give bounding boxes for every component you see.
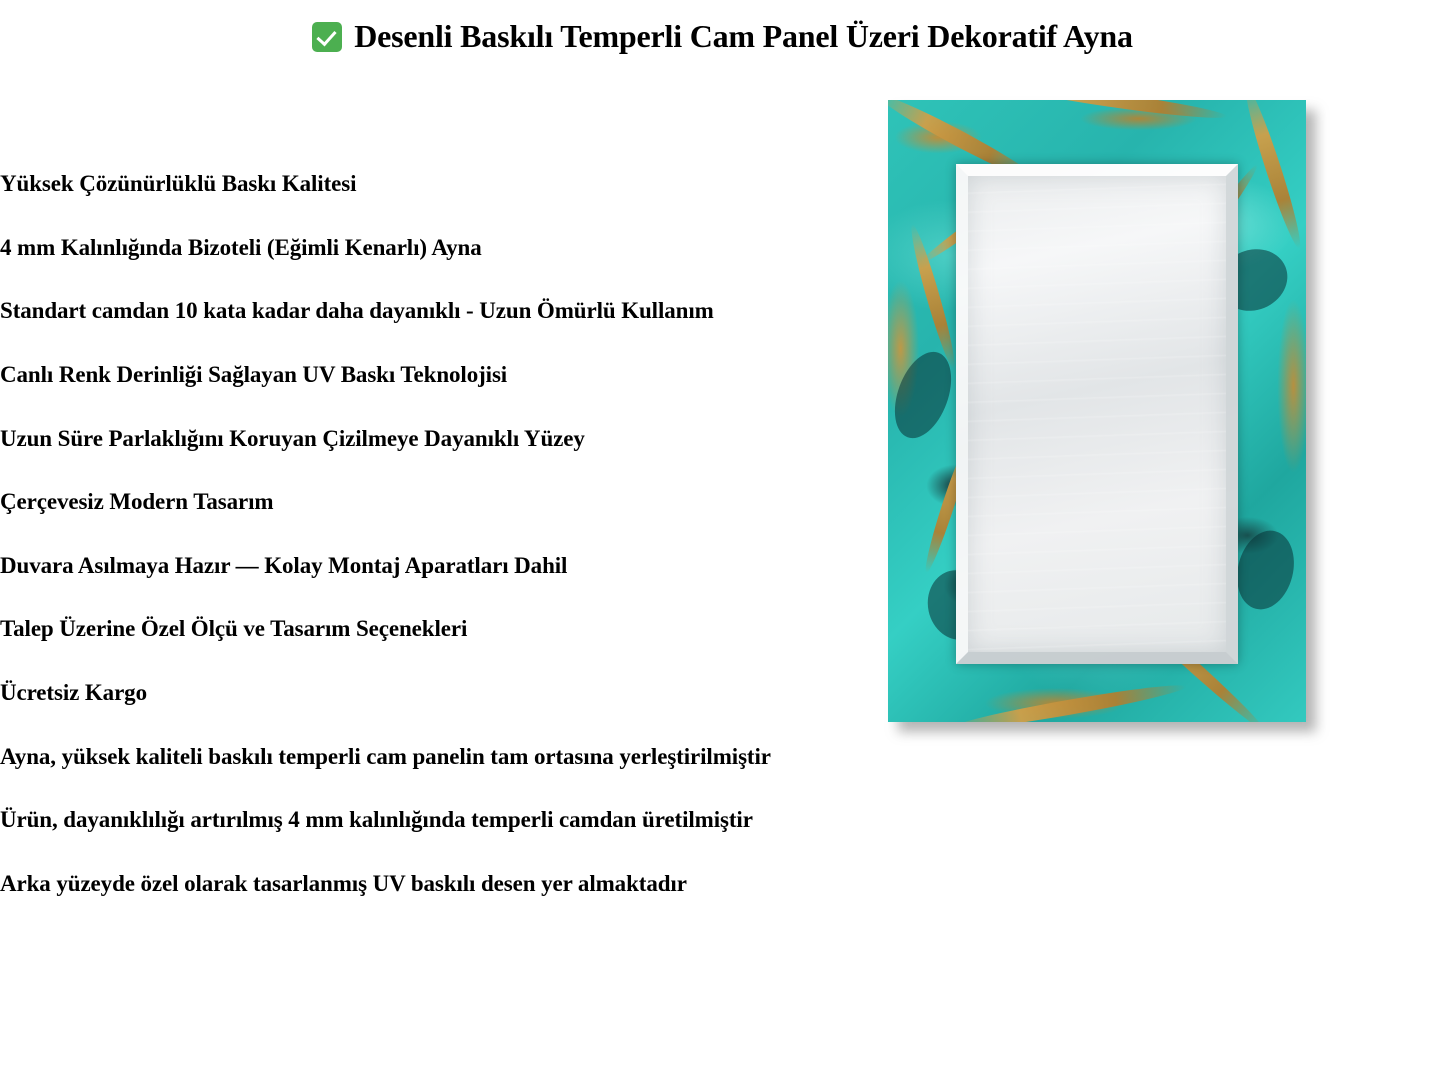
list-item: Ücretsiz Kargo <box>0 680 147 706</box>
mirror-bevel-edge <box>956 164 1238 664</box>
gold-vein <box>949 679 1188 722</box>
list-item: Çerçevesiz Modern Tasarım <box>0 489 274 515</box>
product-image <box>888 100 1306 722</box>
page-title <box>0 18 1445 55</box>
green-check-icon <box>312 22 342 52</box>
list-item: Standart camdan 10 kata kadar daha dayanıklı - Uzun Ömürlü Kullanım <box>0 298 714 324</box>
page-title-text: Desenli Baskılı Temperli Cam Panel Üzeri Dekoratif Ayna <box>354 18 1133 54</box>
list-item: Canlı Renk Derinliği Sağlayan UV Baskı Teknolojisi <box>0 361 508 387</box>
list-item: Talep Üzerine Özel Ölçü ve Tasarım Seçenekleri <box>0 616 468 642</box>
beveled-mirror <box>956 164 1238 664</box>
list-item: Duvara Asılmaya Hazır — Kolay Montaj Aparatları Dahil <box>0 552 568 578</box>
stone-facet <box>1229 525 1302 616</box>
printed-glass-panel <box>888 100 1306 722</box>
list-item: Uzun Süre Parlaklığını Koruyan Çizilmeye Dayanıklı Yüzey <box>0 425 585 451</box>
list-item: Ayna, yüksek kaliteli baskılı temperli cam panelin tam ortasına yerleştirilmiştir <box>0 743 771 769</box>
list-item: Yüksek Çözünürlüklü Baskı Kalitesi <box>0 171 357 196</box>
list-item: Ürün, dayanıklılığı artırılmış 4 mm kalınlığında temperli camdan üretilmiştir <box>0 807 753 833</box>
list-item: 4 mm Kalınlığında Bizoteli (Eğimli Kenarlı) Ayna <box>0 234 482 260</box>
feature-list <box>0 172 860 896</box>
list-item: Arka yüzeyde özel olarak tasarlanmış UV baskılı desen yer almaktadır <box>0 871 687 897</box>
gold-vein <box>1008 100 1228 123</box>
